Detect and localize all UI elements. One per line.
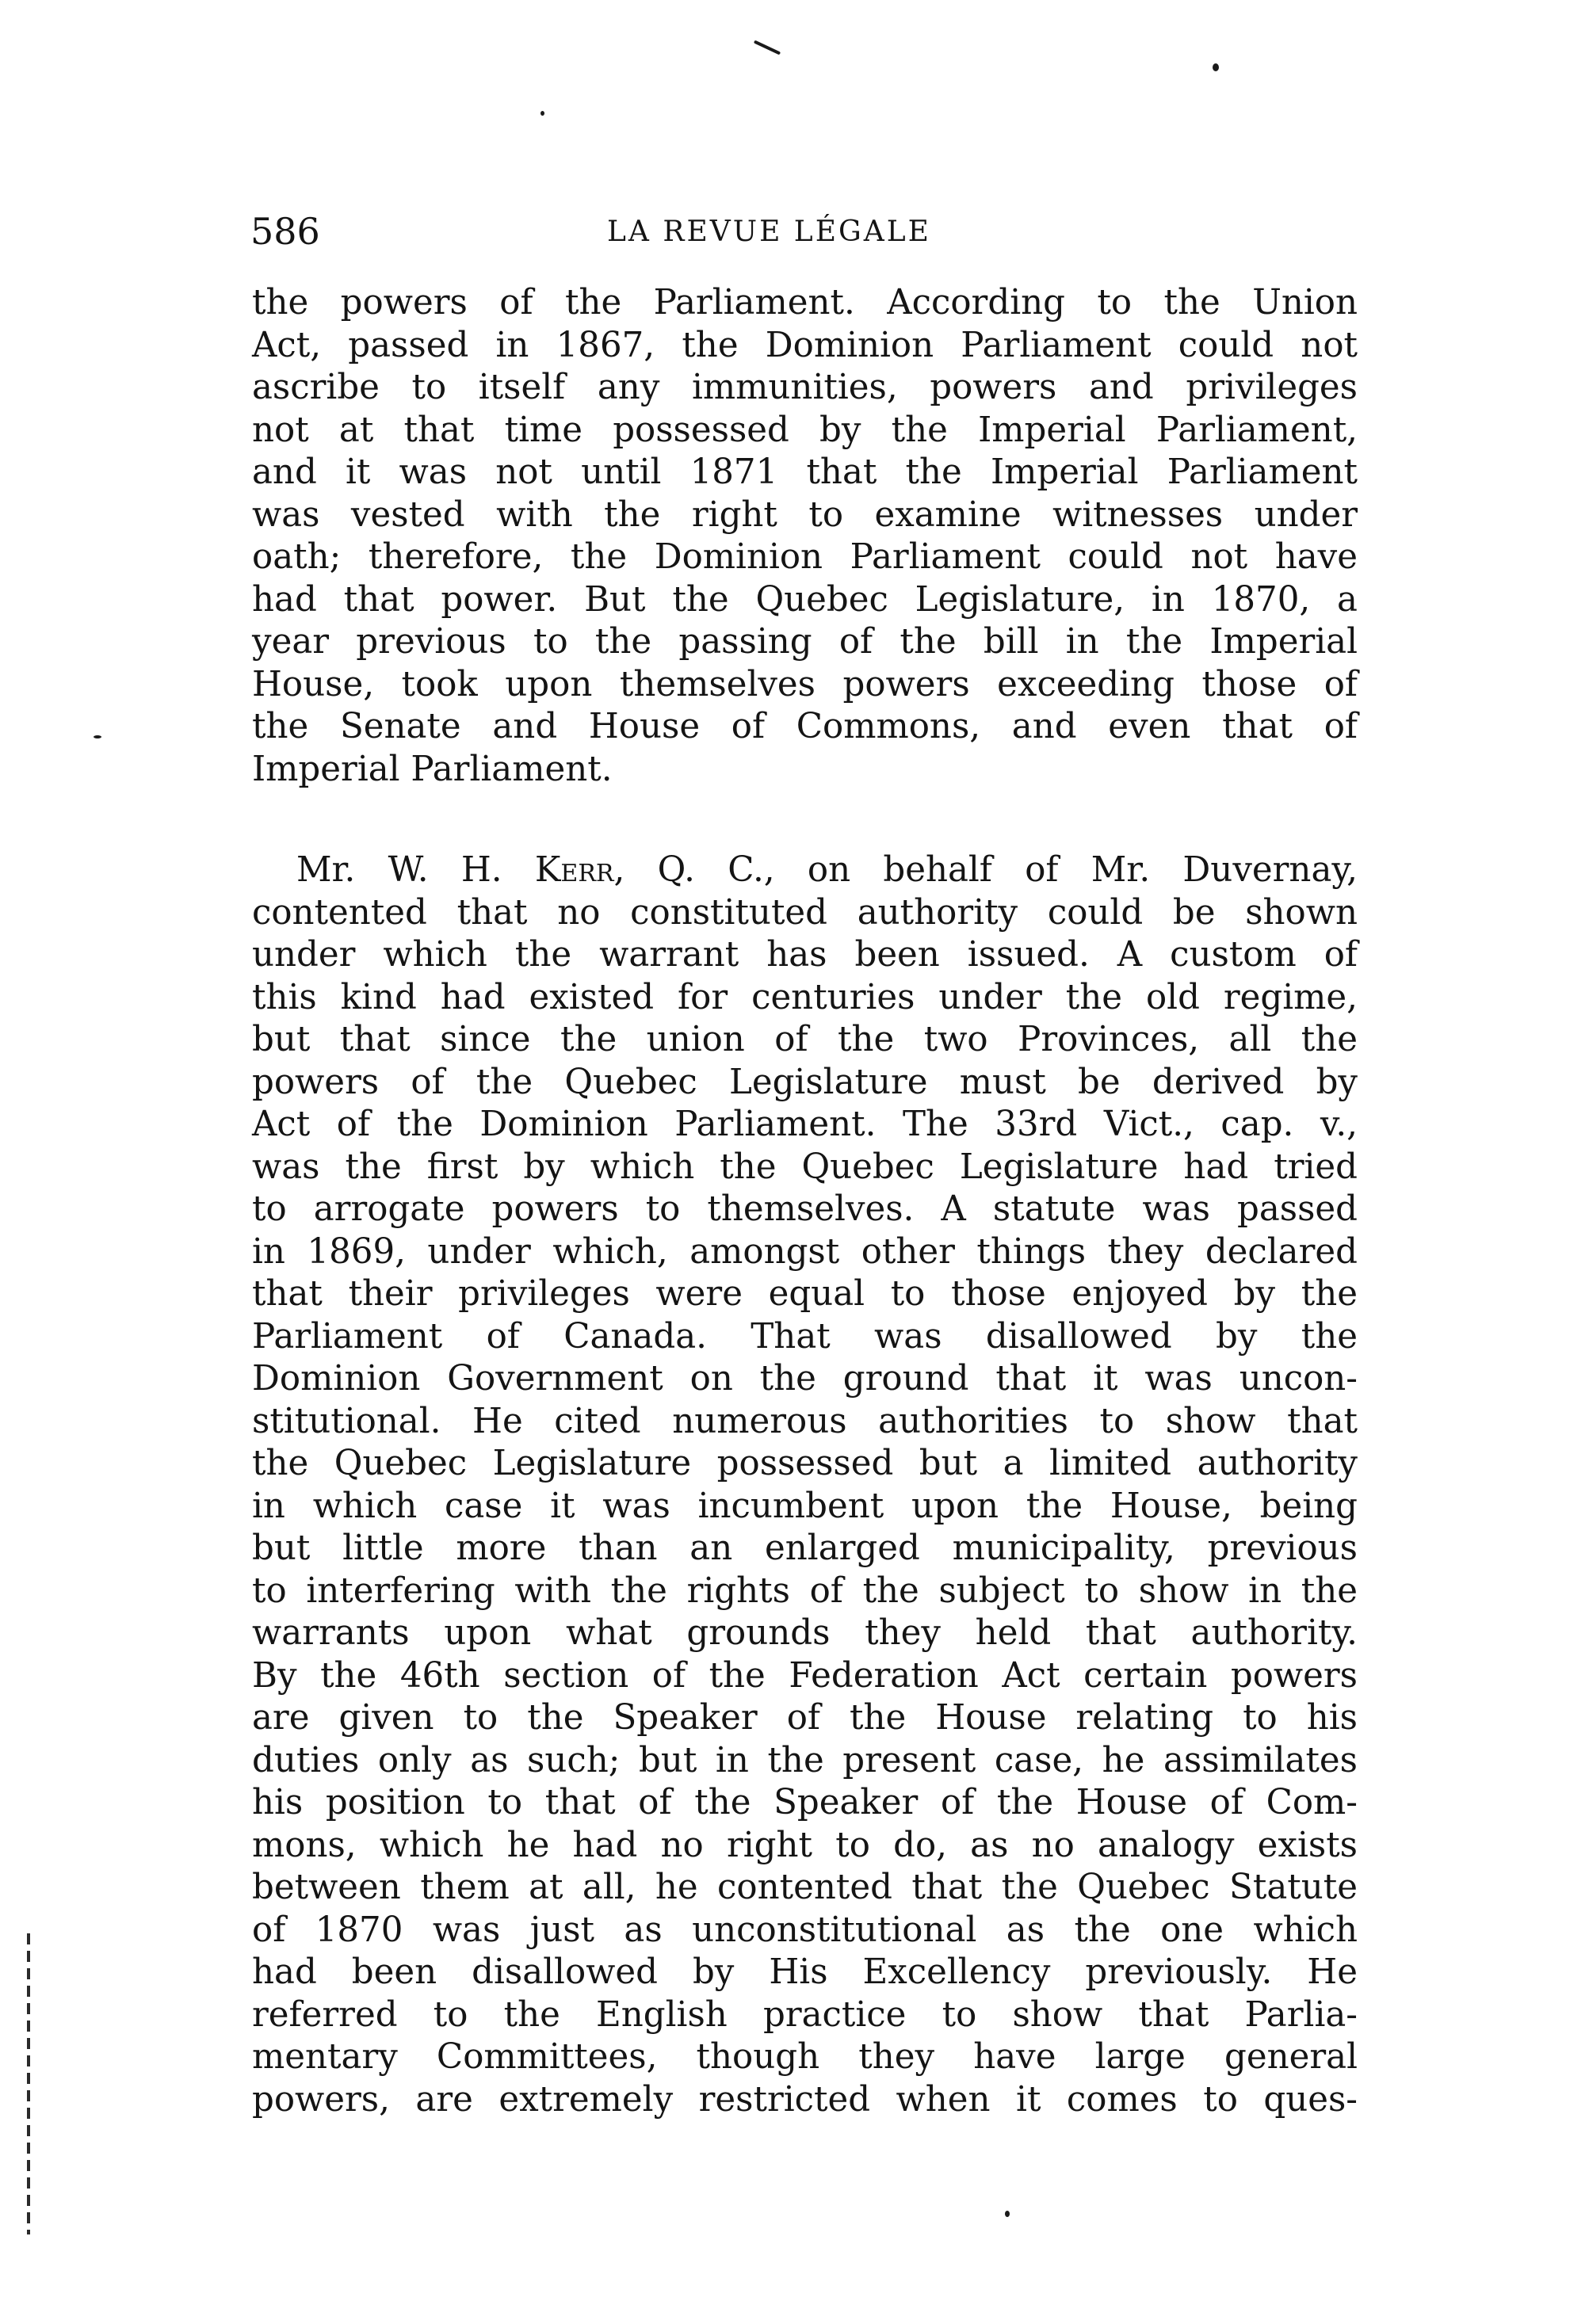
text-line: the Quebec Legislature possessed but a limited authority xyxy=(252,1444,1358,1483)
text-line: mentary Committees, though they have large general xyxy=(252,2037,1358,2077)
text-line: powers of the Quebec Legislature must be derived by xyxy=(252,1062,1358,1102)
text-line: the powers of the Parliament. According to the Union xyxy=(252,283,1358,322)
text-line: to arrogate powers to themselves. A statute was passed xyxy=(252,1189,1358,1229)
speaker-name: Kerr xyxy=(534,850,614,890)
text-line: was vested with the right to examine witnesses under xyxy=(252,494,1358,535)
text-line: but little more than an enlarged municipality, previous xyxy=(252,1528,1358,1568)
text-line: ascribe to itself any immunities, powers and privileges xyxy=(252,368,1358,407)
text-line: Dominion Government on the ground that it was uncon- xyxy=(252,1359,1358,1399)
text-line: stitutional. He cited numerous authorities to show that xyxy=(252,1401,1358,1441)
text-line: are given to the Speaker of the House relating to his xyxy=(252,1698,1358,1738)
text-line: contented that no constituted authority could be shown xyxy=(252,892,1358,933)
text-line: Parliament of Canada. That was disallowed by the xyxy=(252,1316,1358,1357)
text-line: in 1869, under which, amongst other things they declared xyxy=(252,1231,1358,1272)
scan-speck xyxy=(94,735,101,738)
text-line: Imperial Parliament. xyxy=(252,749,613,789)
text-line: not at that time possessed by the Imperial Parliament, xyxy=(252,410,1358,450)
text-line: had that power. But the Quebec Legislature, in 1870, a xyxy=(252,579,1358,620)
text-line: under which the warrant has been issued. A custom of xyxy=(252,935,1358,975)
text-line: duties only as such; but in the present case, he assimilates xyxy=(252,1740,1358,1780)
text-line: Act of the Dominion Parliament. The 33rd Vict., cap. v., xyxy=(252,1105,1358,1144)
text-line: his position to that of the Speaker of the House of Com- xyxy=(252,1783,1358,1822)
text-line: Act, passed in 1867, the Dominion Parliament could not xyxy=(252,325,1358,365)
paragraph-gap xyxy=(252,791,1358,849)
paragraph-1 xyxy=(252,282,1358,791)
page-number: 586 xyxy=(250,210,320,253)
text-line: that their privileges were equal to those enjoyed by the xyxy=(252,1274,1358,1314)
body-text xyxy=(252,282,1358,2121)
text-line: referred to the English practice to show that Parlia- xyxy=(252,1994,1358,2035)
speaker-prefix: Mr. W. H. xyxy=(296,850,535,890)
running-title: LA REVUE LÉGALE xyxy=(607,216,931,248)
text-line: powers, are extremely restricted when it comes to ques- xyxy=(252,2079,1358,2120)
text-line: By the 46th section of the Federation Act certain powers xyxy=(252,1655,1358,1696)
text-line: between them at all, he contented that the Quebec Statute xyxy=(252,1868,1358,1907)
text-line: of 1870 was just as unconstitutional as the one which xyxy=(252,1910,1358,1950)
text-line: had been disallowed by His Excellency previously. He xyxy=(252,1952,1358,1992)
text-line: oath; therefore, the Dominion Parliament could not have xyxy=(252,537,1358,577)
text-line: this kind had existed for centuries under the old regime, xyxy=(252,977,1358,1017)
text-line: warrants upon what grounds they held that authority. xyxy=(252,1613,1358,1653)
scan-speck xyxy=(754,40,781,55)
scan-edge-mark xyxy=(27,1933,30,2234)
text-line: was the first by which the Quebec Legislature had tried xyxy=(252,1147,1358,1187)
scan-speck xyxy=(1005,2211,1010,2217)
text-line: mons, which he had no right to do, as no analogy exists xyxy=(252,1825,1358,1865)
text-line: year previous to the passing of the bill in the Imperial xyxy=(252,622,1358,662)
scan-speck xyxy=(1213,63,1219,71)
page-header xyxy=(250,208,1360,255)
text-line: House, took upon themselves powers exceeding those of xyxy=(252,664,1358,704)
text-line-first xyxy=(252,849,1358,892)
paragraph-2 xyxy=(252,849,1358,2121)
scan-speck xyxy=(540,111,544,116)
first-line-rest: , Q. C., on behalf of Mr. Duvernay, xyxy=(613,850,1358,890)
text-line: in which case it was incumbent upon the House, being xyxy=(252,1486,1358,1526)
text-line: but that since the union of the two Provinces, all the xyxy=(252,1020,1358,1059)
text-line: to interfering with the rights of the subject to show in the xyxy=(252,1570,1358,1611)
text-line: and it was not until 1871 that the Imperial Parliament xyxy=(252,452,1358,492)
text-line: the Senate and House of Commons, and even that of xyxy=(252,707,1358,746)
